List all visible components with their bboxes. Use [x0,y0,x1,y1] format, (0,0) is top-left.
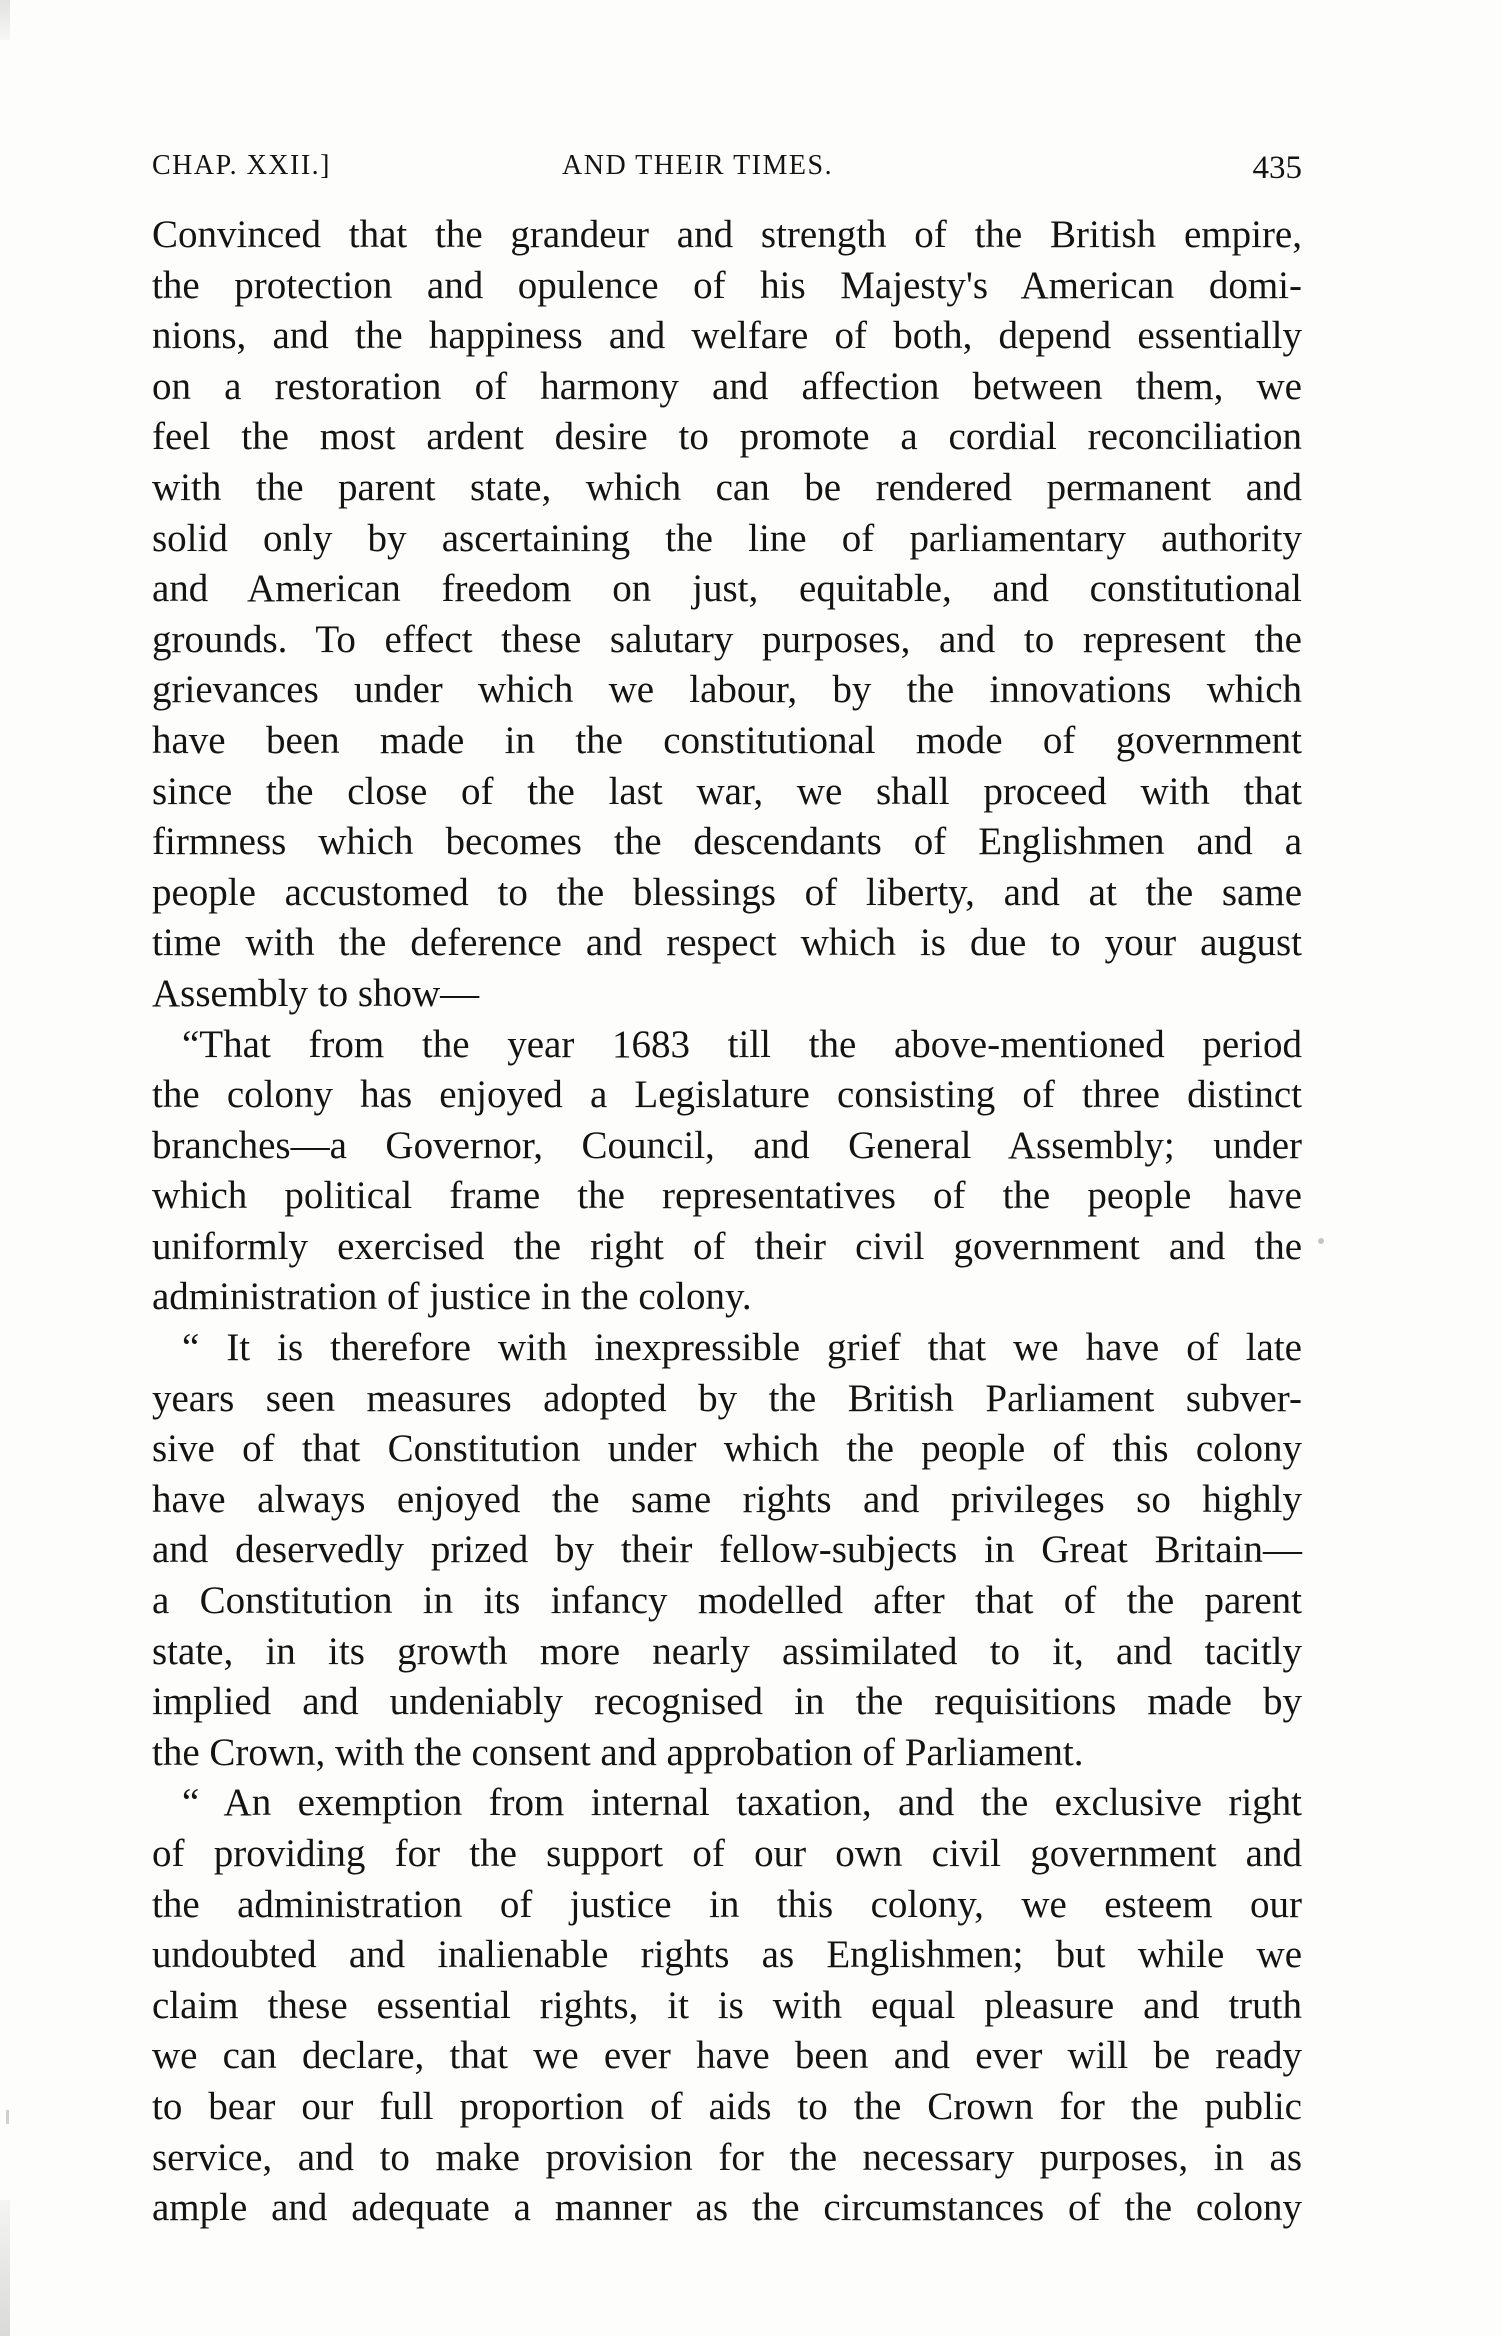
text-line: ample and adequate a manner as the circumstances of the colony [152,2186,1302,2230]
running-head [152,150,1302,190]
text-line: administration of justice in the colony. [152,1275,752,1319]
text-line: since the close of the last war, we shall proceed with that [152,769,1302,813]
text-line: and American freedom on just, equitable, and constitutional [152,567,1302,611]
text-line: years seen measures adopted by the British Parliament subver- [152,1376,1302,1420]
text-line: the colony has enjoyed a Legislature consisting of three distinct [152,1073,1302,1117]
text-line: “That from the year 1683 till the above-mentioned period [182,1022,1302,1066]
text-line: state, in its growth more nearly assimilated to it, and tacitly [152,1629,1302,1673]
text-line: to bear our full proportion of aids to the Crown for the public [152,2084,1302,2128]
text-line: claim these essential rights, it is with equal pleasure and truth [152,1983,1302,2027]
text-line: “ An exemption from internal taxation, and the exclusive right [182,1781,1302,1825]
running-title: AND THEIR TIMES. [562,150,834,181]
page-number: 435 [1252,150,1302,186]
text-line: branches—a Governor, Council, and General Assembly; under [152,1123,1302,1167]
text-line: grievances under which we labour, by the innovations which [152,668,1302,712]
text-line: uniformly exercised the right of their civil government and the [152,1224,1302,1268]
text-line: nions, and the happiness and welfare of both, depend essentially [152,314,1302,358]
text-line: and deservedly prized by their fellow-subjects in Great Britain— [152,1528,1302,1572]
text-line: the protection and opulence of his Majesty's American domi- [152,263,1302,307]
body-text [152,210,1302,2234]
text-line: Assembly to show— [152,971,480,1015]
margin-speck [1318,1238,1324,1244]
text-line: grounds. To effect these salutary purposes, and to represent the [152,617,1302,661]
text-line: on a restoration of harmony and affection between them, we [152,364,1302,408]
chapter-label: CHAP. XXII.] [152,150,331,181]
scan-edge-shadow-bottom [0,2200,10,2336]
text-line: sive of that Constitution under which the people of this colony [152,1427,1302,1471]
text-line: people accustomed to the blessings of liberty, and at the same [152,870,1302,914]
paragraph [152,1020,1302,1324]
text-line: service, and to make provision for the necessary purposes, in as [152,2135,1302,2179]
text-line: Convinced that the grandeur and strength of the British empire, [152,213,1302,256]
text-line: have always enjoyed the same rights and privileges so highly [152,1477,1302,1521]
text-line: solid only by ascertaining the line of parliamentary authority [152,516,1302,560]
text-line: feel the most ardent desire to promote a cordial reconciliation [152,415,1302,459]
text-line: of providing for the support of our own civil government and [152,1832,1302,1875]
text-line: with the parent state, which can be rendered permanent and [152,465,1302,509]
scan-edge-mark [6,2110,9,2124]
text-line: the Crown, with the consent and approbation of Parliament. [152,1730,1084,1774]
scan-edge-shadow [0,0,10,40]
text-line: time with the deference and respect which is due to your august [152,921,1302,965]
text-line: “ It is therefore with inexpressible grief that we have of late [182,1326,1302,1370]
text-line: have been made in the constitutional mode of government [152,718,1302,762]
text-line: the administration of justice in this colony, we esteem our [152,1882,1302,1926]
text-line: firmness which becomes the descendants of Englishmen and a [152,820,1302,864]
text-line: implied and undeniably recognised in the requisitions made by [152,1680,1302,1724]
paragraph [152,210,1302,1020]
text-line: undoubted and inalienable rights as Englishmen; but while we [152,1933,1302,1977]
text-line: which political frame the representatives of the people have [152,1174,1302,1218]
text-line: we can declare, that we ever have been and ever will be ready [152,2034,1302,2078]
paragraph [152,1778,1302,2233]
text-line: a Constitution in its infancy modelled after that of the parent [152,1579,1302,1623]
paragraph [152,1323,1302,1778]
